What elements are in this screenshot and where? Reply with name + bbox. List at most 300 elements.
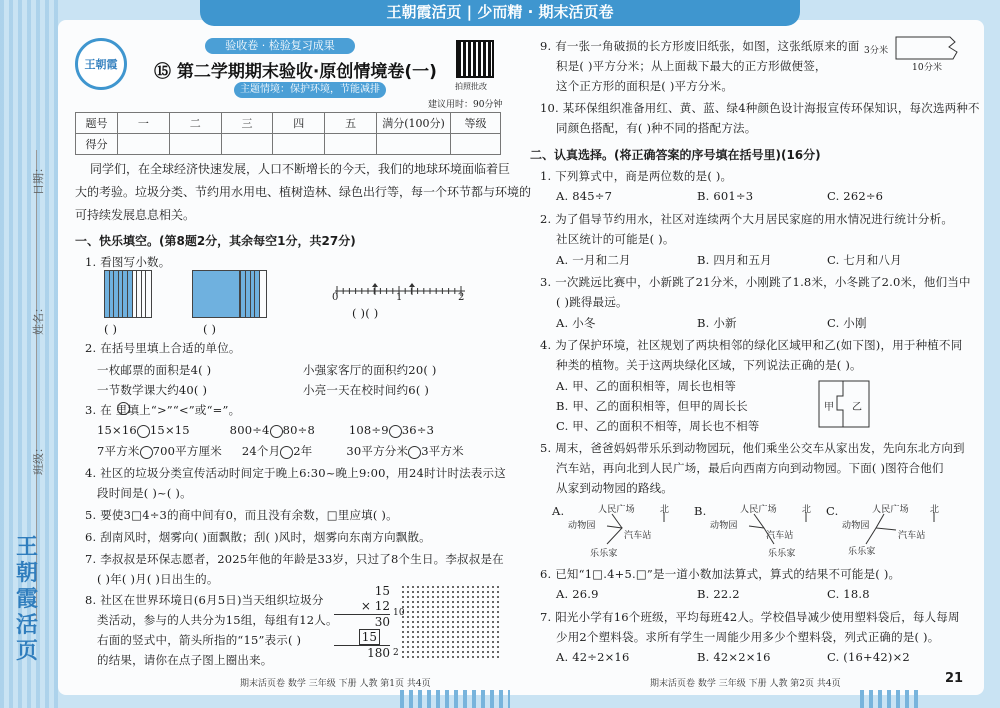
grid-dot [472,636,474,638]
q2-item[interactable]: 一节数学课大约40( ) [97,383,208,397]
score-cell[interactable] [118,134,170,155]
bottom-stripe-right [860,690,920,708]
grid-dot [437,626,439,628]
grid-dot [437,611,439,613]
north-label: 北 [802,505,812,515]
grid-dot [477,646,479,648]
map-home: 乐乐家 [768,549,796,559]
grid-dot [442,621,444,623]
q4-text: 4. 社区的垃圾分类宣传活动时间定于晚上6:30~晚上9:00，用24时计时法表示这 [85,466,506,480]
s2-text: 2. 为了倡导节约用水，社区对连续两个大月居民家庭的用水情况进行统计分析。 [540,212,954,226]
grid-dot [467,656,469,658]
grid-dot [447,586,449,588]
option-c[interactable]: C. 18.8 [827,587,870,601]
decimal-figure-2a [192,270,240,318]
grid-dot [402,586,404,588]
grid-dot [447,626,449,628]
grid-dot [442,611,444,613]
option-a[interactable]: A. 845÷7 [556,189,613,203]
grid-dot [477,591,479,593]
grid-dot [492,601,494,603]
grid-dot [442,631,444,633]
q8-text: 8. 社区在世界环境日(6月5日)当天组织垃圾分 [85,593,324,607]
q2-item[interactable]: 一枚邮票的面积是4( ) [97,363,212,377]
grid-dot [487,626,489,628]
grid-dot [427,601,429,603]
grid-dot [477,641,479,643]
footer-right: 期末活页卷 数学 三年级 下册 人教 第2页 共4页 [650,679,841,689]
grid-dot [402,591,404,593]
grid-dot [432,621,434,623]
grid-dot [472,606,474,608]
score-header: 题号 [76,113,118,134]
grid-dot [412,631,414,633]
option-b[interactable]: B. 四月和五月 [697,253,772,267]
grid-dot [417,656,419,658]
grid-dot [477,631,479,633]
grid-dot [447,656,449,658]
grid-dot [412,656,414,658]
grid-dot [457,626,459,628]
grid-dot [437,601,439,603]
score-header: 一 [118,113,170,134]
score-header: 满分(100分) [377,113,451,134]
s6-text[interactable]: 6. 已知“1□.4+5.□”是一道小数加法算式，算式的结果不可能是( )。 [540,567,901,581]
grid-dot [422,596,424,598]
grid-dot [472,611,474,613]
grid-dot [467,601,469,603]
grid-dot [472,601,474,603]
title-text: 第二学期期末验收·原创情境卷(一) [176,62,437,82]
grid-dot [477,606,479,608]
grid-dot [487,606,489,608]
q4-text[interactable]: 段时间是( )~( )。 [97,486,192,500]
grid-dot [477,586,479,588]
option-a[interactable]: A. 26.9 [556,587,599,601]
grid-dot [457,656,459,658]
grid-dot [437,636,439,638]
grid-dot [412,601,414,603]
q5-text[interactable]: 5. 要使3□4÷3的商中间有0，而且没有余数，□里应填( )。 [85,508,398,522]
map-zoo: 动物园 [710,521,738,531]
grid-dot [457,606,459,608]
score-cell[interactable] [273,134,325,155]
grid-dot [492,596,494,598]
option-c[interactable]: C. (16+42)×2 [827,650,910,664]
grid-dot [402,641,404,643]
grid-dot [492,631,494,633]
q3-right: 3平方米 [421,444,464,458]
grid-dot [407,596,409,598]
score-header-row [76,113,501,134]
decimal-figure-1 [104,270,152,318]
grid-dot [402,626,404,628]
grid-dot [437,621,439,623]
s4-text: 4. 为了保护环境，社区规划了两块相邻的绿化区域甲和乙(如下图)，用于种植不同 [540,338,963,352]
decimal-figure-2b [240,270,267,318]
q9-dim-width: 10分米 [912,63,943,73]
grid-dot [457,641,459,643]
grid-dot [467,641,469,643]
option-b[interactable]: B. 22.2 [697,587,740,601]
compare-circle[interactable] [137,425,150,438]
tick-label-2: 2 [458,292,465,303]
q3-right: 2年 [293,444,313,458]
grid-dot [482,636,484,638]
grid-dot [452,611,454,613]
grid-dot [427,626,429,628]
q10-text: 10. 某环保组织准备用红、黄、蓝、绿4种颜色设计海报宣传环保知识，每次选两种不 [540,101,980,115]
grid-dot [497,641,499,643]
torn-paper-figure [895,36,967,60]
grid-dot [477,626,479,628]
grid-dot [477,636,479,638]
grid-dot [427,611,429,613]
grid-dot [452,656,454,658]
grid-dot [457,616,459,618]
grid-dot [467,596,469,598]
tick-label-0: 0 [332,292,339,303]
grid-dot [422,606,424,608]
q6-text[interactable]: 6. 刮南风时，烟雾向( )面飘散；刮( )风时，烟雾向东南方向飘散。 [85,530,431,544]
grid-dot [452,646,454,648]
compare-circle[interactable] [280,446,293,459]
grid-dot [412,626,414,628]
grid-dot [402,646,404,648]
grid-dot [497,626,499,628]
grid-dot [462,606,464,608]
option-a[interactable]: A. 42÷2×16 [556,650,630,664]
grid-dot [417,596,419,598]
grid-dot [472,616,474,618]
grid-dot [407,611,409,613]
grid-dot [427,641,429,643]
grid-dot [467,586,469,588]
grid-dot [447,606,449,608]
grid-dot [417,636,419,638]
q3-left: 108÷9 [348,423,389,437]
north-label: 北 [660,505,670,515]
option-b[interactable]: B. 甲、乙的面积相等，但甲的周长长 [556,399,748,413]
grid-dot [452,606,454,608]
grid-dot [482,646,484,648]
grid-dot [407,651,409,653]
grid-dot [492,646,494,648]
grid-dot [462,656,464,658]
grid-dot [497,616,499,618]
vert-line: × 12 [334,599,390,615]
score-cell[interactable] [451,134,501,155]
grid-dot [492,626,494,628]
date-label: 日期： [32,162,45,195]
grid-dot [432,591,434,593]
grid-dot [497,656,499,658]
vert-line: 15 [374,584,390,598]
grid-dot [492,611,494,613]
grid-dot [447,591,449,593]
compare-circle[interactable] [140,446,153,459]
grid-dot [472,651,474,653]
s3-text[interactable]: ( )跳得最远。 [556,295,628,309]
grid-dot [492,641,494,643]
option-c[interactable]: C. 小刚 [827,316,867,330]
grid-dot [472,621,474,623]
s2-text[interactable]: 社区统计的可能是( )。 [556,232,675,246]
grid-dot [452,621,454,623]
region-jia: 甲 [824,402,835,413]
grid-dot [437,646,439,648]
score-row [76,134,501,155]
option-c[interactable]: C. 七月和八月 [827,253,902,267]
grid-dot [442,651,444,653]
intro-line: 同学们，在全球经济快速发展，人口不断增长的今天，我们的地球环境面临着巨 [90,162,511,176]
score-table [75,112,501,155]
grid-dot [417,591,419,593]
grid-dot [482,606,484,608]
option-b[interactable]: B. 小新 [697,316,737,330]
grid-dot [412,641,414,643]
grid-dot [417,631,419,633]
grid-dot [452,626,454,628]
route-map-c[interactable] [826,500,951,560]
grid-dot [482,616,484,618]
section1-title: 一、快乐填空。(第8题2分，其余每空1分，共27分) [75,234,356,248]
grid-dot [412,596,414,598]
top-banner: 王朝霞活页 | 少而精 · 期末活页卷 [200,0,800,26]
bottom-stripe-left [400,690,510,708]
option-c[interactable]: C. 甲、乙的面积不相等，周长也不相等 [556,419,760,433]
grid-dot [427,616,429,618]
tick-label-1: 1 [396,292,403,303]
s7-text[interactable]: 少用2个塑料袋。求所有学生一周能少用多少个塑料袋，列式正确的是( )。 [556,630,940,644]
grid-dot [447,611,449,613]
grid-dot [422,641,424,643]
grid-dot [437,656,439,658]
q9-text[interactable]: 积是( )平方分米；从上面裁下最大的正方形做便签， [556,59,827,73]
grid-dot [477,601,479,603]
grid-dot [457,586,459,588]
grid-dot [437,591,439,593]
option-b[interactable]: B. 42×2×16 [697,650,771,664]
grid-dot [452,591,454,593]
grid-dot [432,636,434,638]
grid-dot [462,626,464,628]
grid-dot [497,606,499,608]
q3-right: 36÷3 [401,423,435,437]
grid-dot [437,606,439,608]
grid-dot [482,641,484,643]
q7-text[interactable]: ( )年( )月( )日出生的。 [97,572,219,586]
map-station: 汽车站 [898,531,926,541]
grid-dot [422,621,424,623]
grid-dot [412,586,414,588]
grid-dot [432,601,434,603]
map-home: 乐乐家 [848,547,876,557]
grid-dot [482,611,484,613]
grid-dot [447,596,449,598]
grid-dot [497,631,499,633]
grid-dot [487,586,489,588]
score-cell[interactable] [169,134,221,155]
grid-dot [437,651,439,653]
s5-text[interactable]: 汽车站，再向北到人民广场，最后向西南方向到动物园。下面( )图符合他们 [556,461,944,475]
grid-dot [452,631,454,633]
grid-dot [472,631,474,633]
route-map-a[interactable] [552,500,672,560]
score-cell[interactable] [325,134,377,155]
option-a[interactable]: A. 小冬 [556,316,596,330]
q3-left: 800÷4 [229,423,270,437]
brand-vertical: 王朝霞活页 [15,535,38,664]
grid-dot [437,586,439,588]
grid-dot [457,591,459,593]
grid-dot [432,646,434,648]
q9-text[interactable]: 这个正方形的面积是( )平方分米。 [556,79,734,93]
grid-dot [432,586,434,588]
grid-dot [432,641,434,643]
option-b[interactable]: B. 601÷3 [697,189,754,203]
grid-dot [422,636,424,638]
grid-dot [457,596,459,598]
grid-dot [407,601,409,603]
grid-dot [487,641,489,643]
grid-dot [452,596,454,598]
q1-blank[interactable]: ( ) [203,322,217,336]
grid-dot [462,596,464,598]
grid-dot [492,621,494,623]
score-cell[interactable] [221,134,273,155]
grid-dot [497,636,499,638]
grid-dot [467,651,469,653]
q10-text[interactable]: 同颜色搭配，有( )种不同的搭配方法。 [556,121,757,135]
grid-dot [422,656,424,658]
grid-dot [467,636,469,638]
grid-dot [432,651,434,653]
score-header: 三 [221,113,273,134]
grid-dot [442,596,444,598]
grid-dot [447,621,449,623]
grid-dot [492,616,494,618]
grid-dot [442,641,444,643]
q9-text: 9. 有一张一角破损的长方形废旧纸张，如图，这张纸原来的面 [540,39,860,53]
map-station: 汽车站 [766,531,794,541]
grid-dot [452,636,454,638]
grid-dot [462,591,464,593]
grid-dot [457,646,459,648]
grid-dot [462,601,464,603]
grid-dot [422,591,424,593]
north-label: 北 [930,505,940,515]
grid-dot [462,641,464,643]
grid-dot [487,636,489,638]
grid-dot [492,651,494,653]
grid-dot [487,646,489,648]
qr-code-icon[interactable] [456,40,494,78]
grid-dot [487,591,489,593]
map-zoo: 动物园 [842,521,870,531]
map-home: 乐乐家 [590,549,618,559]
dot-grid[interactable] [402,586,500,660]
footer-left: 期末活页卷 数学 三年级 下册 人教 第1页 共4页 [240,679,431,689]
option-c[interactable]: C. 262÷6 [827,189,884,203]
grid-dot [412,636,414,638]
grid-dot [482,596,484,598]
option-a[interactable]: A. 甲、乙的面积相等，周长也相等 [556,379,737,393]
grid-dot [412,616,414,618]
q8-text[interactable]: 右面的竖式中，箭头所指的“15”表示( ) [97,633,302,647]
intro-line: 可持续发展息息相关。 [75,208,196,222]
s4-text[interactable]: 种类的植物。关于这两块绿化区域，下列说法正确的是( )。 [556,358,862,372]
page-number: 21 [945,671,964,686]
map-option-label: C. [826,504,839,518]
q2-item[interactable]: 小强家客厅的面积约20( ) [303,363,437,377]
q1-blank[interactable]: ( ) [104,322,118,336]
q3-right: 15×15 [149,423,190,437]
grid-dot [487,616,489,618]
grid-dot [497,621,499,623]
s1-text[interactable]: 1. 下列算式中，商是两位数的是( )。 [540,169,733,183]
q9-dim-height: 3分米 [864,46,889,56]
grid-dot [437,596,439,598]
score-cell[interactable] [377,134,451,155]
grid-dot [417,626,419,628]
grid-dot [462,636,464,638]
grid-dot [472,586,474,588]
grid-dot [497,651,499,653]
grid-dot [447,641,449,643]
s5-text: 5. 周末，爸爸妈妈带乐乐到动物园玩，他们乘坐公交车从家出发，先向东北方向到 [540,441,965,455]
score-header: 二 [169,113,221,134]
grid-dot [402,621,404,623]
grid-dot [492,586,494,588]
q1-blank[interactable]: ( )( ) [352,306,379,320]
vertical-multiplication [334,584,390,661]
grid-dot [497,646,499,648]
grid-dot [402,656,404,658]
grid-dot [492,636,494,638]
score-header: 五 [325,113,377,134]
option-a[interactable]: A. 一月和二月 [556,253,631,267]
grid-dot [407,646,409,648]
grid-dot [447,646,449,648]
q2-item[interactable]: 小亮一天在校时间约6( ) [303,383,430,397]
route-map-b[interactable] [694,500,814,560]
grid-dot [417,621,419,623]
compare-circle[interactable] [389,425,402,438]
grid-dot [407,656,409,658]
grid-dot [417,601,419,603]
q2-text: 2. 在括号里填上合适的单位。 [85,341,241,355]
grid-dot [417,611,419,613]
grid-dot [407,591,409,593]
compare-circle[interactable] [408,446,421,459]
suggested-time: 建议用时：90分钟 [428,100,503,110]
grid-dot [477,651,479,653]
grid-dot [427,631,429,633]
grid-dot [482,601,484,603]
grid-dot [422,611,424,613]
grid-dot [417,641,419,643]
score-header: 四 [273,113,325,134]
compare-circle[interactable] [270,425,283,438]
grid-dot [482,626,484,628]
grid-dot [422,646,424,648]
map-option-label: B. [694,504,707,518]
grid-dot [462,631,464,633]
grid-dot [492,656,494,658]
grid-dot [487,656,489,658]
grid-dot [432,596,434,598]
